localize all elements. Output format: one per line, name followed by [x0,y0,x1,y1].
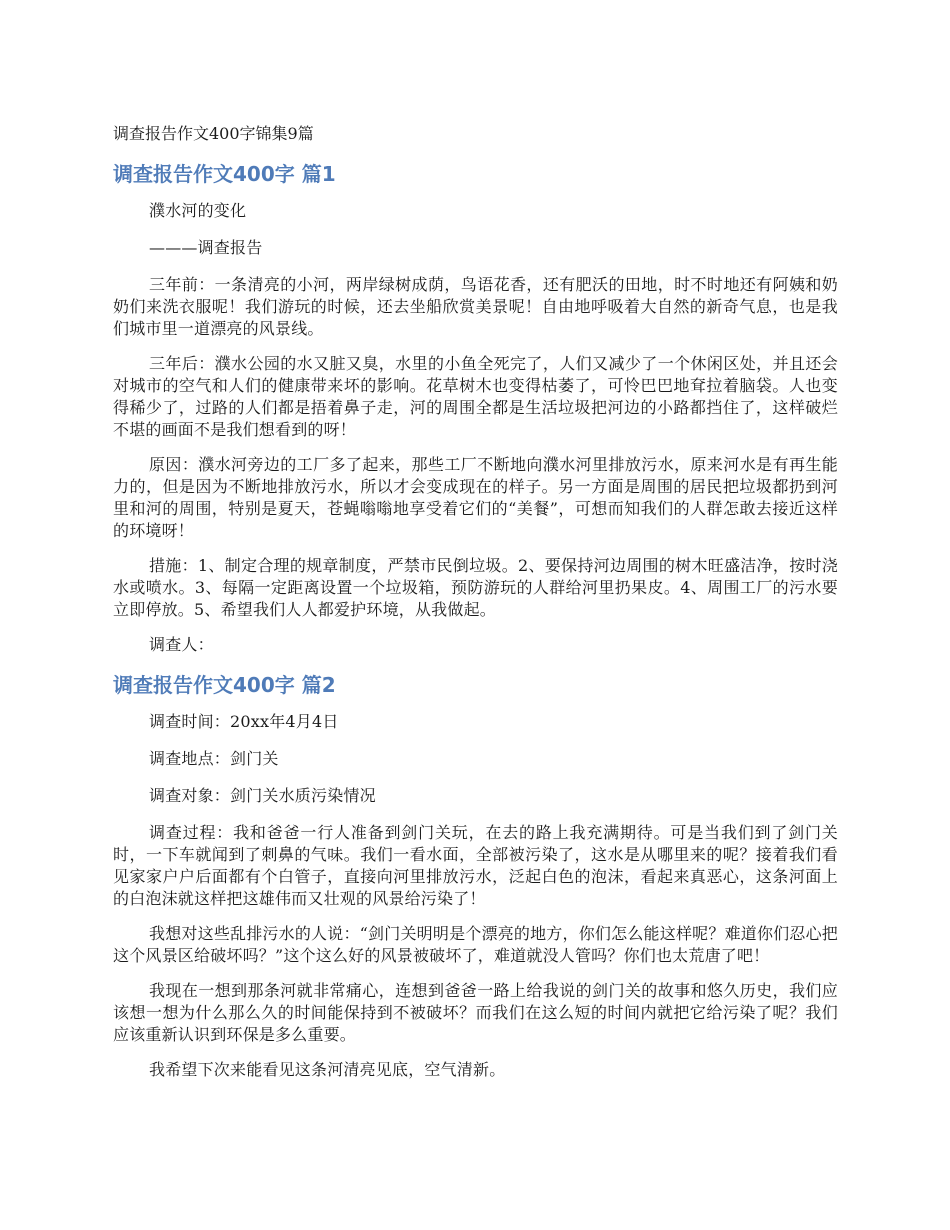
paragraph: 三年前：一条清亮的小河，两岸绿树成荫，鸟语花香，还有肥沃的田地，时不时地还有阿姨和奶奶们来洗衣服呢！我们游玩的时候，还去坐船欣赏美景呢！自由地呼吸着大自然的新奇气息，也是我们城市里一道漂亮的风景线。 [113,275,838,338]
paragraph: 调查对象：剑门关水质污染情况 [149,786,376,805]
document-title: 调查报告作文400字锦集9篇 [113,124,314,143]
paragraph: 调查人： [149,635,214,654]
paragraph: 濮水河的变化 [149,201,247,220]
paragraph: 调查地点：剑门关 [149,749,279,768]
paragraph: 我希望下次来能看见这条河清亮见底，空气清新。 [149,1060,506,1079]
paragraph: 调查时间：20xx年4月4日 [149,712,339,731]
paragraph: 原因：濮水河旁边的工厂多了起来，那些工厂不断地向濮水河里排放污水，原来河水是有再生能力的，但是因为不断地排放污水，所以才会变成现在的样子。另一方面是周围的居民把垃圾都扔到河里和河的周围，特别是夏天，苍蝇嗡嗡地享受着它们的“美餐”，可想而知我们的人群怎敢去接近这样的环境呀！ [113,455,838,540]
section-heading: 调查报告作文400字 篇2 [113,673,336,697]
section-1 [113,160,838,656]
paragraph: 我想对这些乱排污水的人说：“剑门关明明是个漂亮的地方，你们怎么能这样呢？难道你们忍心把这个风景区给破坏吗？”这个这么好的风景被破坏了，难道就没人管吗？你们也太荒唐了吧！ [113,924,838,965]
paragraph: ———调查报告 [149,238,263,257]
paragraph: 我现在一想到那条河就非常痛心，连想到爸爸一路上给我说的剑门关的故事和悠久历史，我们应该想一想为什么那么久的时间能保持到不被破坏？而我们在这么短的时间内就把它给污染了呢？我们应该重新认识到环保是多么重要。 [113,981,838,1044]
section-heading: 调查报告作文400字 篇1 [113,162,336,186]
document-page [113,122,838,1096]
section-2 [113,671,838,1081]
paragraph: 措施：1、制定合理的规章制度，严禁市民倒垃圾。2、要保持河边周围的树木旺盛洁净，按时浇水或喷水。3、每隔一定距离设置一个垃圾箱，预防游玩的人群给河里扔果皮。4、周围工厂的污水要立即停放。5、希望我们人人都爱护环境，从我做起。 [113,556,838,619]
paragraph: 三年后：濮水公园的水又脏又臭，水里的小鱼全死完了，人们又减少了一个休闲区处，并且还会对城市的空气和人们的健康带来坏的影响。花草树木也变得枯萎了，可怜巴巴地耷拉着脑袋。人也变得稀少了，过路的人们都是捂着鼻子走，河的周围全都是生活垃圾把河边的小路都挡住了，这样破烂不堪的画面不是我们想看到的呀！ [113,354,838,439]
paragraph: 调查过程：我和爸爸一行人准备到剑门关玩，在去的路上我充满期待。可是当我们到了剑门关时，一下车就闻到了刺鼻的气味。我们一看水面，全部被污染了，这水是从哪里来的呢？接着我们看见家家户户后面都有个白管子，直接向河里排放污水，泛起白色的泡沫，看起来真恶心，这条河面上的白泡沫就这样把这雄伟而又壮观的风景给污染了！ [113,823,838,908]
